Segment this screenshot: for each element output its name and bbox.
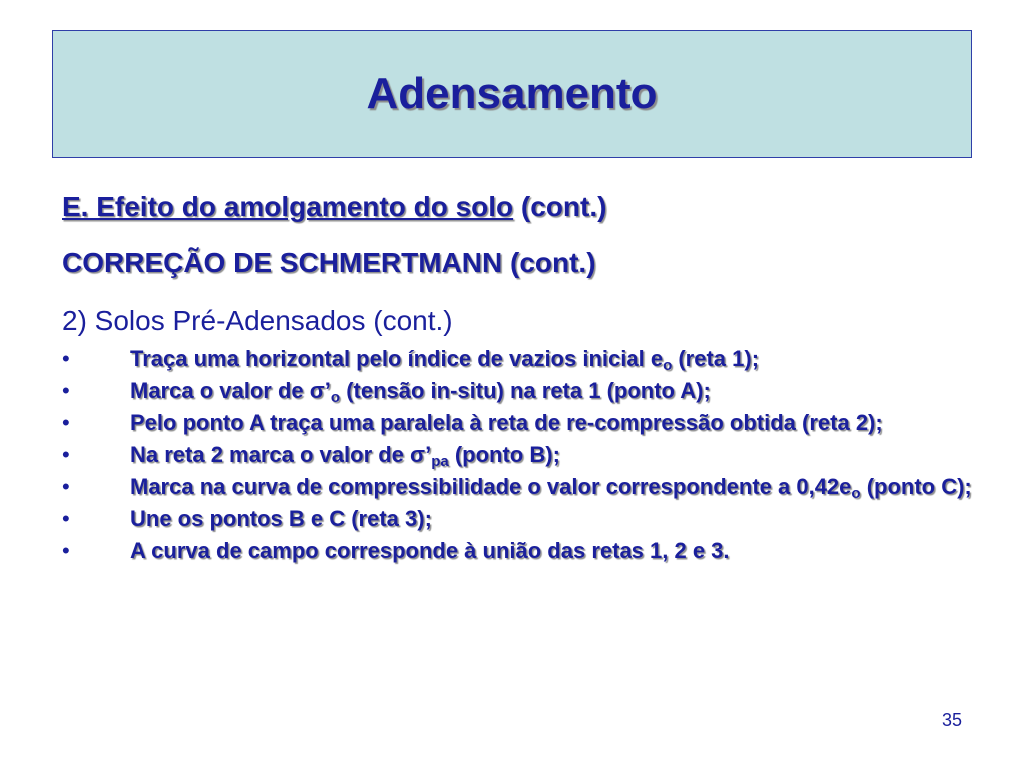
bullet-subscript: o xyxy=(330,389,341,406)
bullet-dot: • xyxy=(62,506,70,531)
bullet-text-after: (ponto B); xyxy=(448,442,560,467)
bullet-dot: • xyxy=(62,442,70,467)
slide-body xyxy=(62,190,972,570)
bullet-dot: • xyxy=(62,378,70,403)
bullet-dot: • xyxy=(62,474,70,499)
bullet-text-after: (ponto C); xyxy=(860,474,972,499)
bullet-text: Pelo ponto A traça uma paralela à reta de re-compressão obtida (reta 2); xyxy=(130,410,883,435)
bullet-item xyxy=(62,538,972,564)
bullet-item xyxy=(62,410,972,436)
bullet-text: Na reta 2 marca o valor de σ’ xyxy=(130,442,432,467)
bullet-item xyxy=(62,474,972,500)
bullet-dot: • xyxy=(62,538,70,563)
subheading: 2) Solos Pré-Adensados (cont.) xyxy=(62,305,453,336)
bullet-text: Une os pontos B e C (reta 3); xyxy=(130,506,432,531)
bullet-text-after: (tensão in-situ) na reta 1 (ponto A); xyxy=(340,378,711,403)
bullet-text: Marca o valor de σ’ xyxy=(130,378,331,403)
bullet-item xyxy=(62,346,972,372)
bullet-subscript: o xyxy=(851,485,861,502)
bullet-subscript: pa xyxy=(431,453,449,470)
section-heading: E. Efeito do amolgamento do solo xyxy=(62,191,514,222)
section-heading-suffix: (cont.) xyxy=(513,191,607,222)
title-box xyxy=(52,30,972,158)
method-heading: CORREÇÃO DE SCHMERTMANN (cont.) xyxy=(62,247,596,278)
bullet-text-after: (reta 1); xyxy=(672,346,760,371)
bullet-text: Traça uma horizontal pelo índice de vazios inicial e xyxy=(130,346,664,371)
bullet-item xyxy=(62,506,972,532)
bullet-text: Marca na curva de compressibilidade o valor correspondente a 0,42e xyxy=(130,474,852,499)
bullet-item xyxy=(62,378,972,404)
slide-title: Adensamento xyxy=(366,69,658,118)
bullet-dot: • xyxy=(62,410,70,435)
bullet-text: A curva de campo corresponde à união das retas 1, 2 e 3. xyxy=(130,538,730,563)
bullet-list xyxy=(62,346,972,564)
bullet-item xyxy=(62,442,972,468)
bullet-dot: • xyxy=(62,346,70,371)
section-heading-line xyxy=(62,190,972,224)
page-number: 35 xyxy=(941,710,962,730)
bullet-subscript: o xyxy=(663,357,673,374)
